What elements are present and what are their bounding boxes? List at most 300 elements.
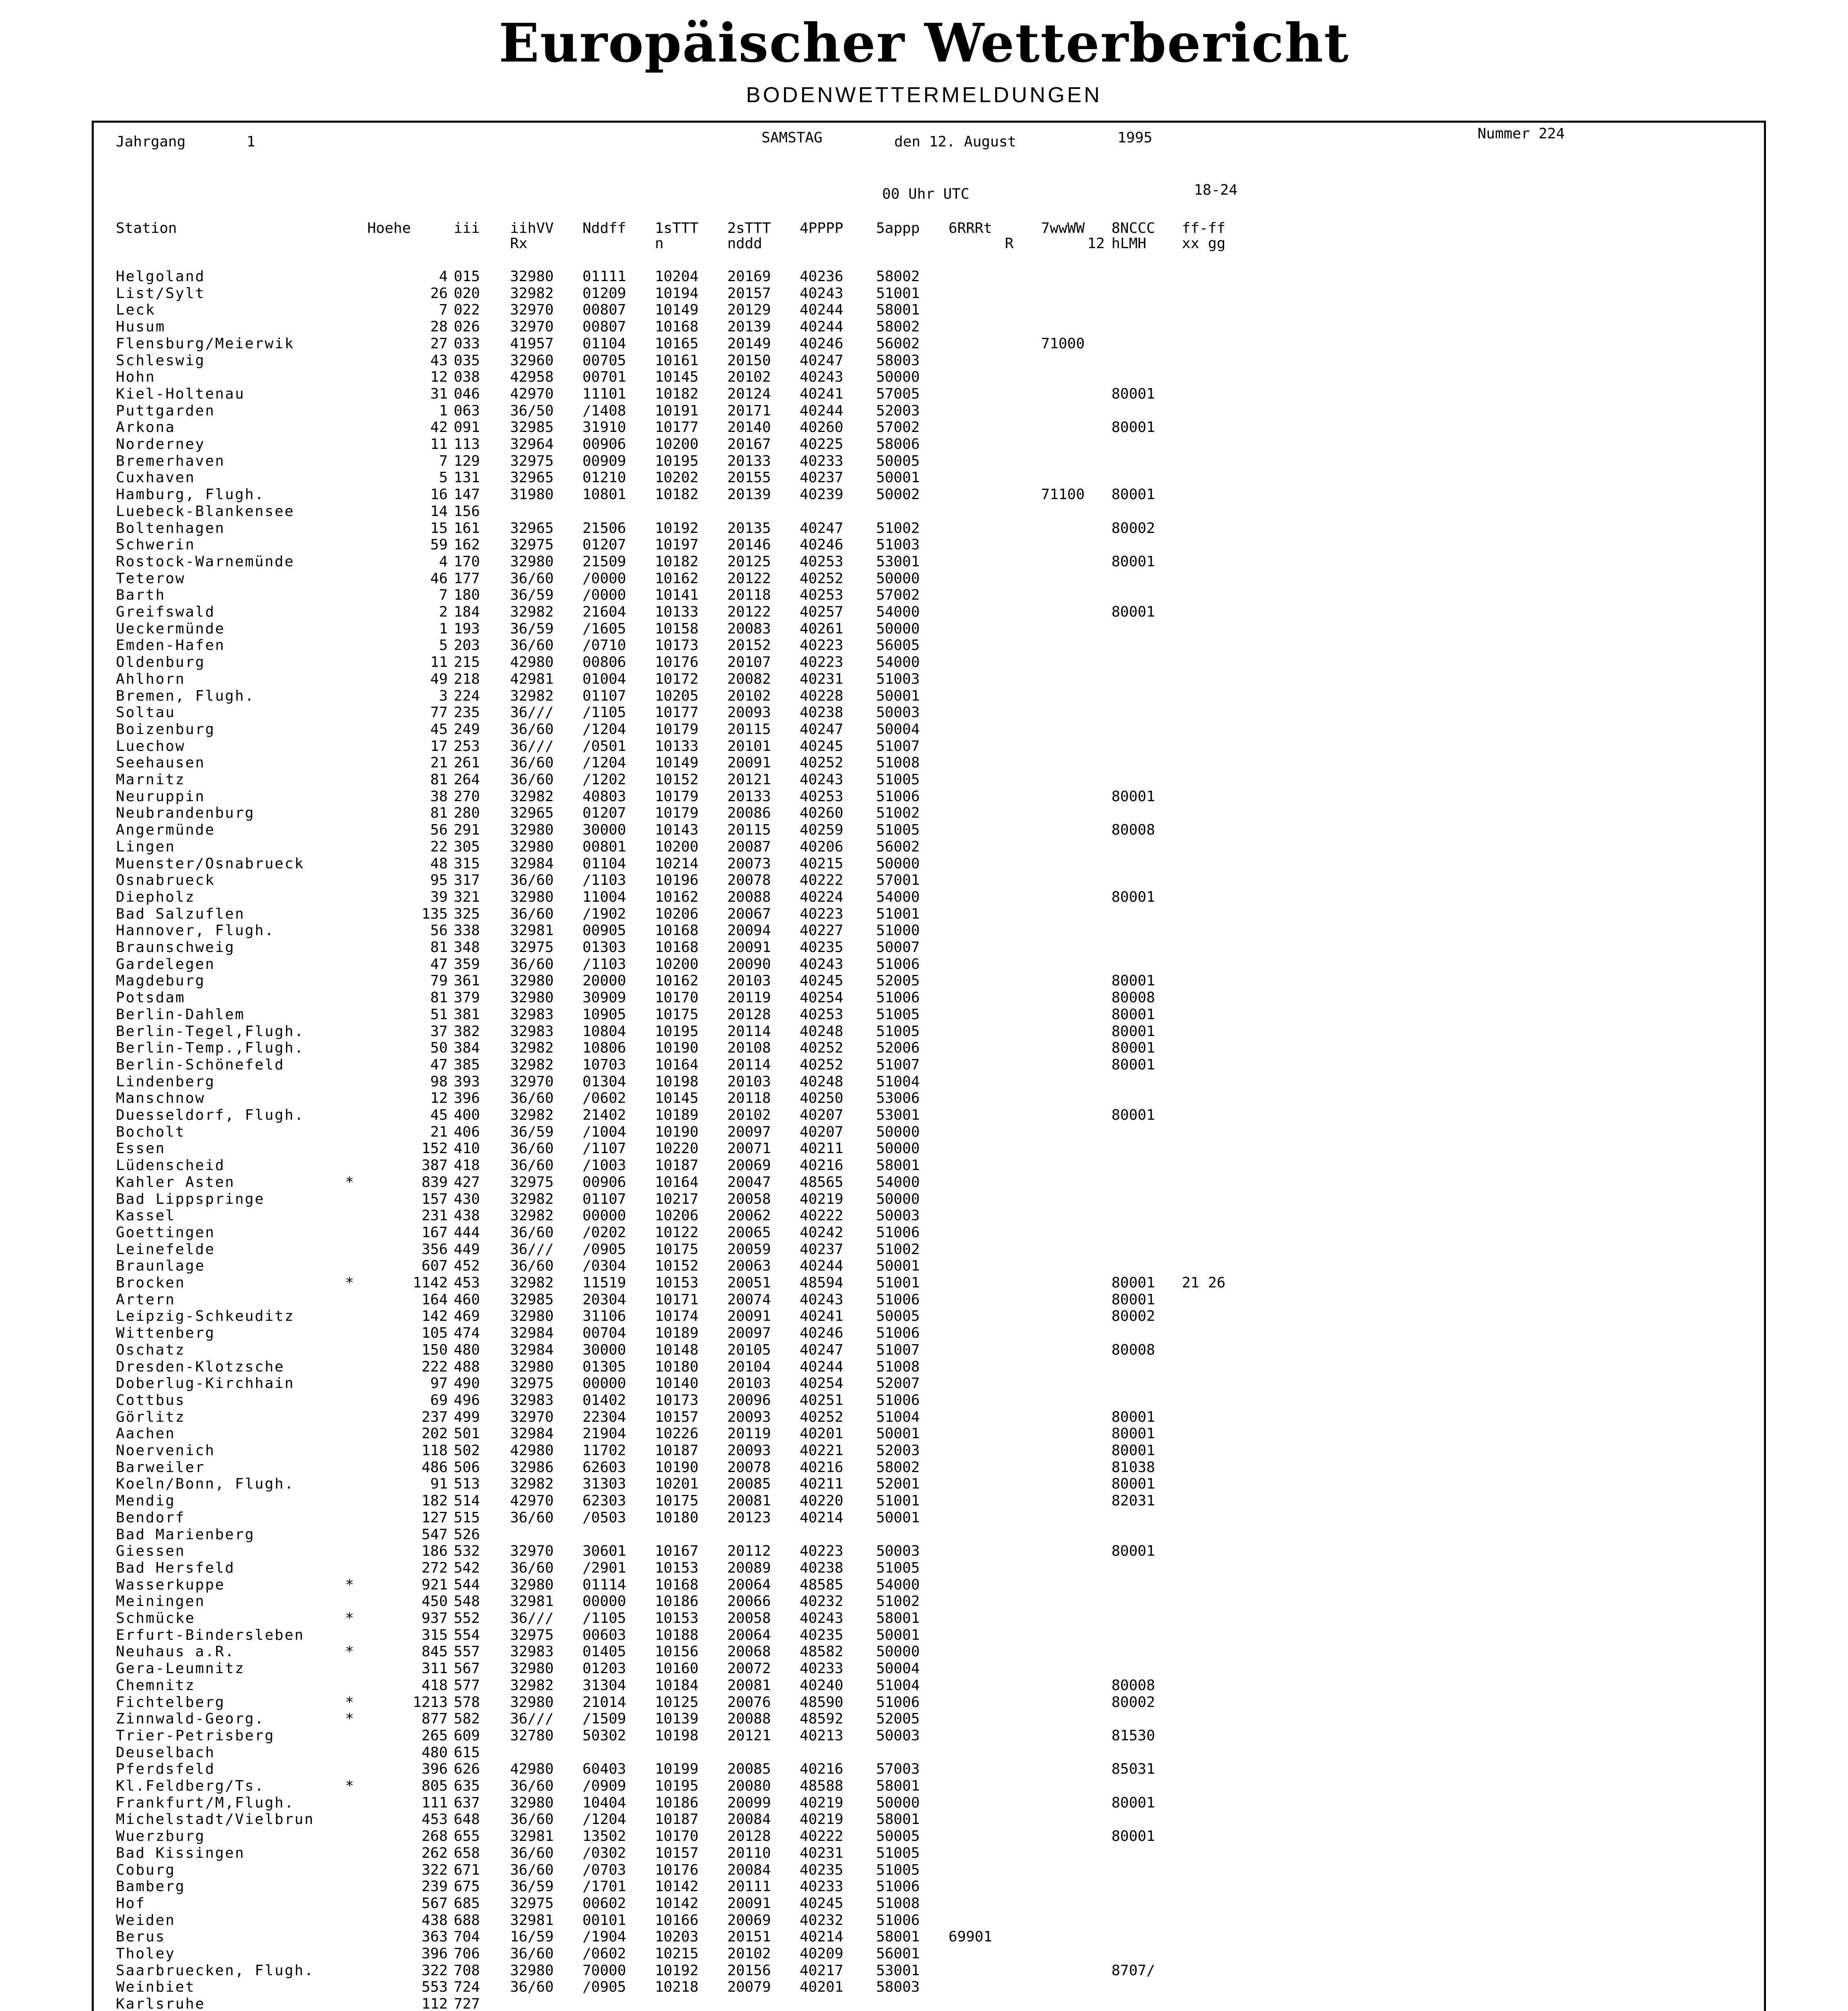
group-5appp: 52005 — [876, 1711, 920, 1727]
group-iihvv: 41957 — [510, 335, 554, 352]
group-2sttt: 20071 — [727, 1140, 771, 1157]
group-5appp: 50000 — [876, 369, 920, 386]
station-id: 685 — [454, 1895, 480, 1912]
col-5appp: 5appp — [876, 220, 920, 236]
group-nddff: 50302 — [582, 1727, 626, 1744]
table-row — [94, 1326, 1764, 1343]
group-nddff: 40803 — [582, 788, 626, 805]
station-id: 338 — [454, 922, 480, 939]
group-5appp: 56005 — [876, 637, 920, 654]
group-2sttt: 20058 — [727, 1610, 771, 1626]
group-nddff: /0501 — [582, 738, 626, 755]
weekday: SAMSTAG — [761, 130, 823, 146]
group-8nccc: 80001 — [1111, 1828, 1155, 1845]
group-2sttt: 20097 — [727, 1123, 771, 1140]
group-iihvv: 32982 — [510, 285, 554, 302]
group-8nccc: 80001 — [1111, 419, 1155, 436]
station-id: 253 — [454, 738, 480, 755]
group-4pppp: 40246 — [800, 537, 844, 553]
station-id: 203 — [454, 637, 480, 654]
station-name: Coburg — [116, 1861, 176, 1878]
station-name: Braunlage — [116, 1258, 206, 1275]
station-height: 16 — [430, 486, 448, 503]
table-row — [94, 739, 1764, 756]
group-2sttt: 20151 — [727, 1929, 771, 1945]
group-1sttt: 10122 — [655, 1224, 699, 1241]
station-id: 554 — [454, 1626, 480, 1643]
station-name: Pferdsfeld — [116, 1761, 215, 1778]
station-id: 496 — [454, 1392, 480, 1409]
station-height: 222 — [421, 1358, 448, 1375]
group-2sttt: 20129 — [727, 302, 771, 319]
col-2sttt: 2sTTT — [727, 220, 771, 236]
station-name: Hof — [116, 1895, 146, 1912]
group-nddff: 30909 — [582, 989, 626, 1006]
group-5appp: 51006 — [876, 989, 920, 1006]
station-name: Bremerhaven — [116, 452, 225, 469]
group-8nccc: 80001 — [1111, 1023, 1155, 1040]
table-row — [94, 1041, 1764, 1058]
group-2sttt: 20123 — [727, 1509, 771, 1526]
group-nddff: /1204 — [582, 1811, 626, 1828]
group-5appp: 51006 — [876, 1224, 920, 1241]
station-id: 727 — [454, 1996, 480, 2011]
station-name: Leck — [116, 302, 156, 319]
station-name: Koeln/Bonn, Flugh. — [116, 1476, 295, 1493]
group-nddff: /2901 — [582, 1559, 626, 1576]
group-8nccc: 80001 — [1111, 1409, 1155, 1425]
station-id: 582 — [454, 1711, 480, 1727]
group-nddff: 00801 — [582, 838, 626, 855]
station-id: 396 — [454, 1090, 480, 1107]
group-iihvv: 42958 — [510, 369, 554, 386]
station-id: 193 — [454, 620, 480, 637]
station-id: 131 — [454, 469, 480, 486]
group-1sttt: 10171 — [655, 1291, 699, 1308]
group-iihvv: 32980 — [510, 1794, 554, 1811]
group-8nccc: 80001 — [1111, 1275, 1155, 1291]
group-iihvv: 42981 — [510, 670, 554, 687]
station-name: Boltenhagen — [116, 520, 225, 537]
station-name: Wasserkuppe — [116, 1576, 225, 1593]
group-2sttt: 20115 — [727, 822, 771, 839]
group-iihvv: 32982 — [510, 1275, 554, 1291]
group-nddff: 31910 — [582, 419, 626, 436]
group-iihvv: 36/60 — [510, 1844, 554, 1861]
station-id: 449 — [454, 1241, 480, 1258]
group-iihvv: 36/60 — [510, 1224, 554, 1241]
group-2sttt: 20155 — [727, 469, 771, 486]
group-2sttt: 20114 — [727, 1023, 771, 1040]
station-name: Karlsruhe — [116, 1996, 206, 2011]
group-nddff: /0703 — [582, 1861, 626, 1878]
station-height: 5 — [439, 469, 448, 486]
station-name: Emden-Hafen — [116, 637, 225, 654]
station-name: Meiningen — [116, 1593, 206, 1610]
group-5appp: 51002 — [876, 520, 920, 537]
station-name: Bendorf — [116, 1509, 185, 1526]
group-5appp: 54000 — [876, 888, 920, 905]
table-row — [94, 1645, 1764, 1661]
group-nddff: 01210 — [582, 469, 626, 486]
station-name: Gardelegen — [116, 956, 215, 973]
group-8nccc: 80001 — [1111, 486, 1155, 503]
group-iihvv: 32980 — [510, 973, 554, 989]
group-1sttt: 10157 — [655, 1409, 699, 1425]
group-5appp: 58001 — [876, 1610, 920, 1626]
group-2sttt: 20081 — [727, 1493, 771, 1509]
group-5appp: 57001 — [876, 872, 920, 889]
group-iihvv: 36/60 — [510, 1979, 554, 1996]
table-row — [94, 1443, 1764, 1460]
group-2sttt: 20102 — [727, 1107, 771, 1123]
group-nddff: /1103 — [582, 956, 626, 973]
group-iihvv: 32982 — [510, 687, 554, 704]
group-iihvv: 32970 — [510, 319, 554, 335]
group-2sttt: 20171 — [727, 402, 771, 419]
group-nddff: 01207 — [582, 805, 626, 822]
table-row — [94, 907, 1764, 924]
group-2sttt: 20114 — [727, 1056, 771, 1073]
station-height: 607 — [421, 1258, 448, 1275]
station-name: Husum — [116, 319, 166, 335]
group-iihvv: 42970 — [510, 1493, 554, 1509]
group-5appp: 57003 — [876, 1761, 920, 1778]
group-4pppp: 40237 — [800, 469, 844, 486]
group-1sttt: 10139 — [655, 1711, 699, 1727]
station-id: 381 — [454, 1006, 480, 1023]
group-2sttt: 20146 — [727, 537, 771, 553]
table-row — [94, 1544, 1764, 1561]
station-name: Leipzig-Schkeuditz — [116, 1308, 295, 1325]
station-height: 39 — [430, 888, 448, 905]
table-row — [94, 1376, 1764, 1393]
table-row — [94, 1192, 1764, 1209]
station-name: Osnabrueck — [116, 872, 215, 889]
station-name: Tholey — [116, 1945, 176, 1962]
group-iihvv: 36/60 — [510, 1559, 554, 1576]
group-2sttt: 20088 — [727, 1711, 771, 1727]
group-nddff: 13502 — [582, 1828, 626, 1845]
group-2sttt: 20149 — [727, 335, 771, 352]
group-1sttt: 10157 — [655, 1844, 699, 1861]
group-4pppp: 40222 — [800, 1207, 844, 1224]
mountain-marker: * — [345, 1711, 354, 1727]
group-nddff: 00909 — [582, 452, 626, 469]
station-id: 170 — [454, 553, 480, 570]
group-iihvv: 42970 — [510, 385, 554, 402]
station-id: 480 — [454, 1341, 480, 1358]
group-1sttt: 10194 — [655, 285, 699, 302]
group-4pppp: 40223 — [800, 905, 844, 922]
table-row — [94, 873, 1764, 890]
group-4pppp: 40219 — [800, 1191, 844, 1207]
group-1sttt: 10175 — [655, 1241, 699, 1258]
station-id: 393 — [454, 1073, 480, 1090]
table-row — [94, 622, 1764, 639]
group-4pppp: 40231 — [800, 1844, 844, 1861]
group-2sttt: 20064 — [727, 1576, 771, 1593]
group-5appp: 51001 — [876, 1493, 920, 1509]
group-2sttt: 20079 — [727, 1979, 771, 1996]
group-8nccc: 81038 — [1111, 1459, 1155, 1476]
station-height: 164 — [421, 1291, 448, 1308]
group-iihvv: 32982 — [510, 1476, 554, 1493]
station-height: 322 — [421, 1962, 448, 1979]
observation-period: 18-24 — [1194, 182, 1238, 198]
station-name: Bad Salzuflen — [116, 905, 245, 922]
group-4pppp: 40243 — [800, 956, 844, 973]
station-id: 704 — [454, 1929, 480, 1945]
group-5appp: 50004 — [876, 1660, 920, 1677]
group-4pppp: 40215 — [800, 855, 844, 872]
col-6rrrt: 6RRRt — [949, 220, 992, 236]
group-2sttt: 20122 — [727, 570, 771, 587]
station-id: 382 — [454, 1023, 480, 1040]
station-name: Neuhaus a.R. — [116, 1643, 235, 1660]
group-1sttt: 10179 — [655, 788, 699, 805]
group-5appp: 58001 — [876, 1811, 920, 1828]
group-4pppp: 40201 — [800, 1425, 844, 1442]
group-2sttt: 20139 — [727, 486, 771, 503]
station-height: 51 — [430, 1006, 448, 1023]
station-id: 015 — [454, 268, 480, 285]
station-name: Neuruppin — [116, 788, 206, 805]
group-5appp: 53006 — [876, 1090, 920, 1107]
station-name: Luebeck-Blankensee — [116, 503, 295, 520]
station-height: 46 — [430, 570, 448, 587]
group-5appp: 57005 — [876, 385, 920, 402]
group-5appp: 50000 — [876, 1191, 920, 1207]
station-name: Cuxhaven — [116, 469, 196, 486]
station-name: Ueckermünde — [116, 620, 225, 637]
station-name: Greifswald — [116, 604, 215, 620]
station-id: 280 — [454, 805, 480, 822]
table-row — [94, 790, 1764, 806]
table-row — [94, 823, 1764, 840]
table-row — [94, 1980, 1764, 1997]
station-name: Bamberg — [116, 1878, 185, 1895]
group-1sttt: 10149 — [655, 755, 699, 771]
table-row — [94, 1293, 1764, 1310]
group-nddff: 60403 — [582, 1761, 626, 1778]
col-2sttt-sub: nddd — [727, 235, 762, 252]
station-height: 14 — [430, 503, 448, 520]
table-row — [94, 1008, 1764, 1024]
group-iihvv: 32981 — [510, 1828, 554, 1845]
station-name: Zinnwald-Georg. — [116, 1711, 265, 1727]
group-1sttt: 10197 — [655, 537, 699, 553]
group-iihvv: 32970 — [510, 1073, 554, 1090]
group-5appp: 50001 — [876, 687, 920, 704]
group-iihvv: 32980 — [510, 1694, 554, 1711]
group-iihvv: 36/// — [510, 1610, 554, 1626]
group-4pppp: 40253 — [800, 587, 844, 604]
station-name: Marnitz — [116, 771, 185, 788]
group-iihvv: 36/50 — [510, 402, 554, 419]
col-6rrrt-sub: R — [1005, 235, 1014, 252]
group-2sttt: 20139 — [727, 319, 771, 335]
table-row — [94, 487, 1764, 504]
group-ffff: 21 26 — [1182, 1275, 1226, 1291]
group-iihvv: 16/59 — [510, 1929, 554, 1945]
group-2sttt: 20091 — [727, 755, 771, 771]
group-5appp: 51005 — [876, 1861, 920, 1878]
table-row — [94, 1477, 1764, 1494]
group-iihvv: 32985 — [510, 1291, 554, 1308]
station-name: Ahlhorn — [116, 670, 185, 687]
group-4pppp: 40213 — [800, 1727, 844, 1744]
group-4pppp: 40221 — [800, 1442, 844, 1459]
station-id: 215 — [454, 654, 480, 671]
station-height: 1213 — [413, 1694, 448, 1711]
group-1sttt: 10205 — [655, 687, 699, 704]
station-id: 063 — [454, 402, 480, 419]
group-8nccc: 80008 — [1111, 1677, 1155, 1694]
group-1sttt: 10206 — [655, 905, 699, 922]
group-nddff: 31303 — [582, 1476, 626, 1493]
table-row — [94, 1410, 1764, 1427]
station-name: Kiel-Holtenau — [116, 385, 245, 402]
station-name: Oldenburg — [116, 654, 206, 671]
group-4pppp: 40244 — [800, 302, 844, 319]
table-row — [94, 1729, 1764, 1746]
group-4pppp: 40216 — [800, 1459, 844, 1476]
station-id: 567 — [454, 1660, 480, 1677]
group-4pppp: 40228 — [800, 687, 844, 704]
station-height: 839 — [421, 1174, 448, 1191]
table-row — [94, 1578, 1764, 1595]
group-8nccc: 80001 — [1111, 888, 1155, 905]
group-2sttt: 20103 — [727, 1375, 771, 1392]
group-nddff: 01203 — [582, 1660, 626, 1677]
group-5appp: 56002 — [876, 838, 920, 855]
group-1sttt: 10165 — [655, 335, 699, 352]
station-height: 31 — [430, 385, 448, 402]
group-4pppp: 40260 — [800, 419, 844, 436]
group-4pppp: 40217 — [800, 1962, 844, 1979]
station-height: 111 — [421, 1794, 448, 1811]
table-row — [94, 1141, 1764, 1158]
station-height: 2 — [439, 604, 448, 620]
group-iihvv: 36/60 — [510, 1811, 554, 1828]
group-nddff: /1902 — [582, 905, 626, 922]
station-height: 805 — [421, 1778, 448, 1794]
table-row — [94, 773, 1764, 790]
group-1sttt: 10177 — [655, 704, 699, 721]
group-1sttt: 10199 — [655, 1761, 699, 1778]
group-5appp: 50002 — [876, 486, 920, 503]
col-8nccc-sub: hLMH — [1111, 235, 1146, 252]
group-2sttt: 20062 — [727, 1207, 771, 1224]
group-nddff: 01004 — [582, 670, 626, 687]
group-iihvv: 32975 — [510, 537, 554, 553]
station-name: Magdeburg — [116, 973, 206, 989]
group-2sttt: 20086 — [727, 805, 771, 822]
group-nddff: 30601 — [582, 1543, 626, 1560]
table-row — [94, 437, 1764, 454]
col-iii: iii — [454, 220, 480, 236]
group-5appp: 58003 — [876, 352, 920, 369]
station-name: Kl.Feldberg/Ts. — [116, 1778, 265, 1794]
table-row — [94, 1964, 1764, 1980]
station-height: 877 — [421, 1711, 448, 1727]
group-1sttt: 10170 — [655, 1828, 699, 1845]
station-height: 43 — [430, 352, 448, 369]
group-1sttt: 10172 — [655, 670, 699, 687]
station-height: 37 — [430, 1023, 448, 1040]
group-iihvv: 32780 — [510, 1727, 554, 1744]
station-name: Weiden — [116, 1912, 176, 1929]
station-name: Noervenich — [116, 1442, 215, 1459]
group-5appp: 52006 — [876, 1040, 920, 1057]
table-row — [94, 890, 1764, 907]
group-nddff: /1605 — [582, 620, 626, 637]
group-5appp: 58001 — [876, 1157, 920, 1174]
group-8nccc: 80008 — [1111, 822, 1155, 839]
group-5appp: 50000 — [876, 855, 920, 872]
table-row — [94, 991, 1764, 1008]
group-5appp: 51002 — [876, 805, 920, 822]
group-nddff: /0905 — [582, 1241, 626, 1258]
station-height: 363 — [421, 1929, 448, 1945]
group-nddff: 10905 — [582, 1006, 626, 1023]
table-row — [94, 572, 1764, 588]
group-2sttt: 20078 — [727, 1459, 771, 1476]
station-name: Neubrandenburg — [116, 805, 255, 822]
station-id: 635 — [454, 1778, 480, 1794]
station-id: 156 — [454, 503, 480, 520]
group-4pppp: 40211 — [800, 1476, 844, 1493]
mountain-marker: * — [345, 1610, 354, 1626]
group-iihvv: 32984 — [510, 1325, 554, 1342]
group-1sttt: 10145 — [655, 1090, 699, 1107]
station-id: 305 — [454, 838, 480, 855]
group-5appp: 51001 — [876, 285, 920, 302]
group-1sttt: 10152 — [655, 771, 699, 788]
station-name: Helgoland — [116, 268, 206, 285]
group-nddff: 10703 — [582, 1056, 626, 1073]
col-1sttt-sub: n — [655, 235, 664, 252]
table-row — [94, 1125, 1764, 1142]
station-name: Hannover, Flugh. — [116, 922, 275, 939]
group-2sttt: 20094 — [727, 922, 771, 939]
station-id: 615 — [454, 1744, 480, 1761]
group-iihvv: 32980 — [510, 1308, 554, 1325]
group-2sttt: 20101 — [727, 738, 771, 755]
group-2sttt: 20047 — [727, 1174, 771, 1191]
table-row — [94, 957, 1764, 974]
group-nddff: 00807 — [582, 302, 626, 319]
group-iihvv: 36/60 — [510, 956, 554, 973]
group-4pppp: 40252 — [800, 1409, 844, 1425]
table-row — [94, 1091, 1764, 1108]
group-4pppp: 40225 — [800, 436, 844, 452]
group-2sttt: 20058 — [727, 1191, 771, 1207]
group-iihvv: 36/60 — [510, 1140, 554, 1157]
group-iihvv: 32965 — [510, 520, 554, 537]
station-height: 27 — [430, 335, 448, 352]
group-4pppp: 48582 — [800, 1643, 844, 1660]
station-id: 514 — [454, 1493, 480, 1509]
group-1sttt: 10167 — [655, 1543, 699, 1560]
group-1sttt: 10153 — [655, 1610, 699, 1626]
page-title: Europäischer Wetterbericht — [498, 12, 1350, 74]
group-nddff: 21604 — [582, 604, 626, 620]
station-height: 7 — [439, 302, 448, 319]
group-nddff: 20304 — [582, 1291, 626, 1308]
group-2sttt: 20102 — [727, 1945, 771, 1962]
